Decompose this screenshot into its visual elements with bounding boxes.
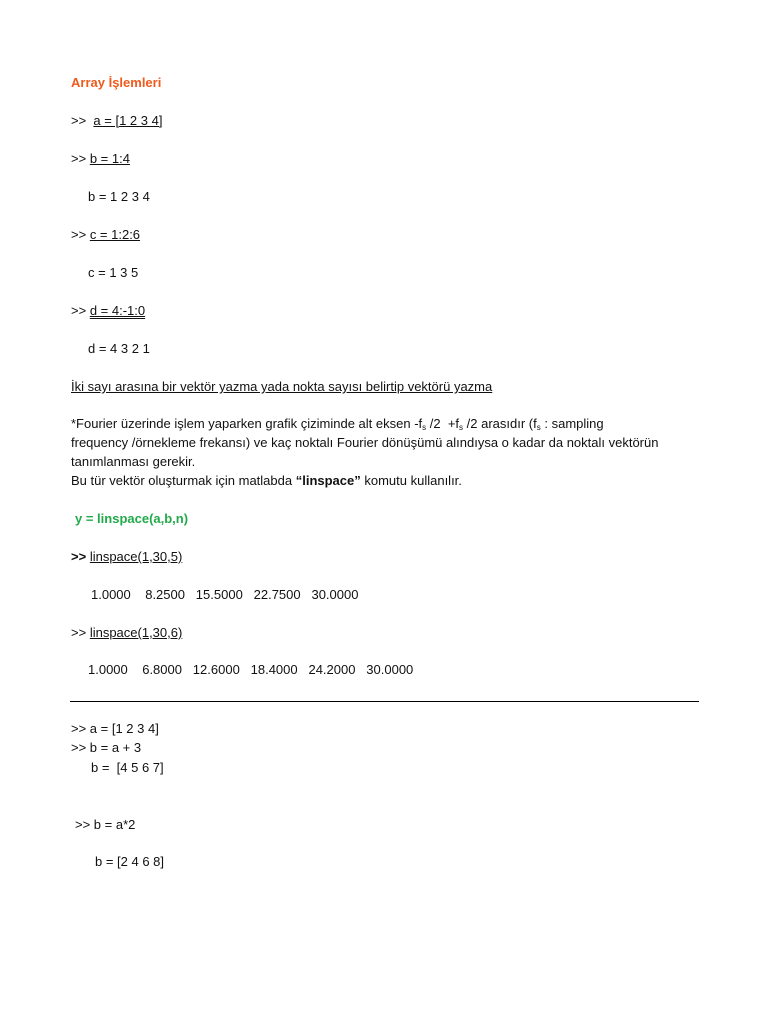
subscript: s: [459, 423, 464, 432]
command-text: linspace(1,30,5): [89, 549, 183, 564]
prompt: >>: [71, 303, 87, 318]
linspace-output-2: 1.0000 6.8000 12.6000 18.4000 24.2000 30.0000: [88, 662, 414, 677]
linspace-command-1: [71, 548, 182, 566]
output-b-mul: b = [2 4 6 8]: [95, 854, 165, 869]
command-text: c = 1:2:6: [89, 227, 141, 242]
command-line-a: [71, 112, 162, 130]
command-line-a2: >> a = [1 2 3 4]: [71, 721, 159, 736]
linspace-command-2: [71, 624, 182, 642]
command-line-b-mul: >> b = a*2: [75, 817, 136, 832]
output-d: d = 4 3 2 1: [88, 341, 150, 356]
command-text: a = [1 2 3 4]: [93, 113, 163, 128]
paragraph-line-4: [71, 472, 462, 490]
output-b: b = 1 2 3 4: [88, 189, 150, 204]
paragraph-text: komutu kullanılır.: [360, 473, 462, 488]
subscript: s: [536, 423, 541, 432]
command-line-b: [71, 150, 130, 168]
prompt: >>: [71, 227, 87, 242]
paragraph-text: Bu tür vektör oluşturmak için matlabda: [71, 473, 296, 488]
syntax-line: y = linspace(a,b,n): [75, 511, 189, 526]
linspace-output-1: 1.0000 8.2500 15.5000 22.7500 30.0000: [91, 587, 359, 602]
paragraph-text: *Fourier üzerinde işlem yaparken grafik çiziminde alt eksen -f: [71, 416, 423, 431]
paragraph-line-2: frequency /örnekleme frekansı) ve kaç noktalı Fourier dönüşümü alındıysa o kadar da noktalı vektörün: [71, 435, 659, 450]
horizontal-divider: [70, 701, 699, 702]
page-title: Array İşlemleri: [71, 75, 162, 90]
prompt: >>: [71, 549, 87, 564]
command-line-c: [71, 226, 140, 244]
command-line-b-add: >> b = a + 3: [71, 740, 142, 755]
command-line-d: [71, 302, 145, 320]
command-text: b = 1:4: [89, 151, 130, 166]
output-c: c = 1 3 5: [88, 265, 139, 280]
paragraph-text: : sampling: [540, 416, 604, 431]
subscript: s: [422, 423, 427, 432]
prompt: >>: [71, 625, 87, 640]
command-text: d = 4:-1:0: [89, 303, 146, 318]
paragraph-line-3: tanımlanması gerekir.: [71, 454, 196, 469]
command-text: linspace(1,30,6): [89, 625, 183, 640]
section-heading: İki sayı arasına bir vektör yazma yada nokta sayısı belirtip vektörü yazma: [71, 379, 493, 394]
paragraph-text: /2 +f: [426, 416, 460, 431]
output-b-add: b = [4 5 6 7]: [91, 760, 164, 775]
prompt: >>: [71, 151, 87, 166]
keyword-linspace: “linspace”: [295, 473, 361, 488]
paragraph-text: /2 arasıdır (f: [463, 416, 537, 431]
prompt: >>: [71, 113, 87, 128]
